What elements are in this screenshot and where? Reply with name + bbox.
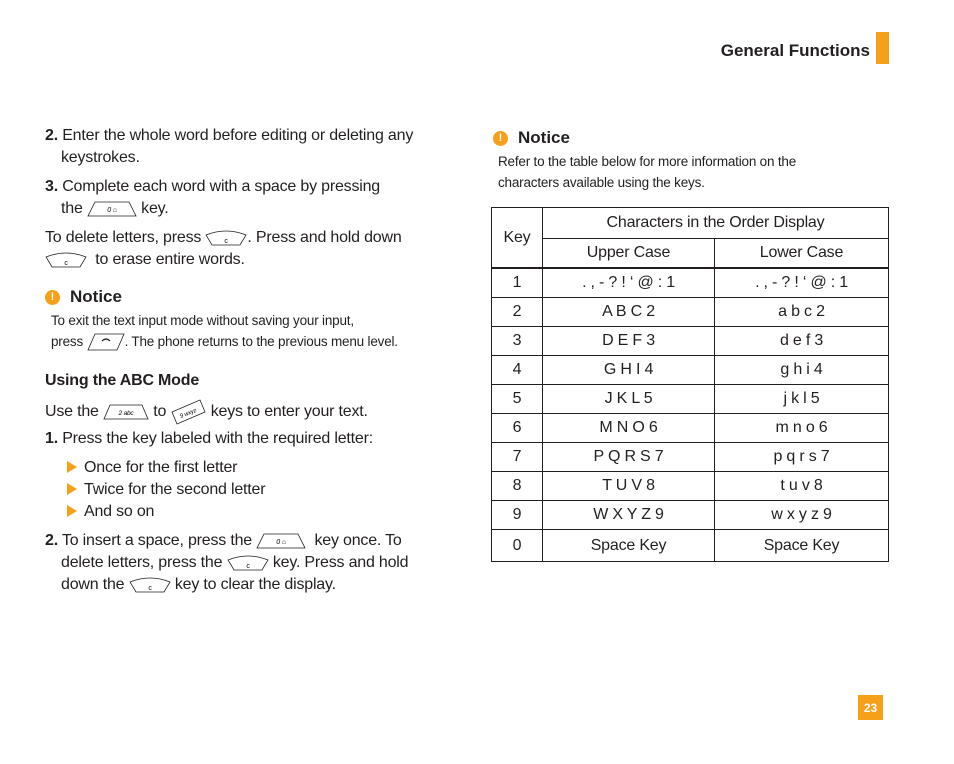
table-row [492, 385, 889, 414]
notice-text: press [51, 334, 84, 349]
page-header-title: General Functions [720, 41, 870, 60]
cell-key: 0 [492, 530, 543, 562]
cell-upper: A B C 2 [543, 298, 715, 327]
abc-mode-heading: Using the ABC Mode [45, 372, 200, 389]
cell-upper: M N O 6 [543, 414, 715, 443]
intro-text: Use the [45, 403, 99, 421]
cell-key: 9 [492, 501, 543, 530]
step-3-space [45, 176, 445, 220]
bullet-list [67, 457, 265, 523]
table-row [492, 443, 889, 472]
nine-key-icon [170, 399, 206, 425]
cell-upper: Space Key [543, 530, 715, 562]
table-row [492, 501, 889, 530]
step-text: down the [61, 576, 125, 593]
cell-upper: . , - ? ! ‘ @ : 1 [543, 268, 715, 298]
cell-lower: a b c 2 [715, 298, 889, 327]
svg-text:c: c [64, 259, 68, 267]
step-text: the [61, 200, 83, 217]
notice-label: Notice [518, 128, 570, 147]
svg-text:c: c [245, 562, 250, 570]
zero-key-icon [256, 533, 306, 549]
step-text: key. [141, 200, 169, 217]
list-item: And so on [67, 501, 265, 523]
delete-instructions [45, 227, 445, 271]
arrow-bullet-icon [67, 483, 77, 495]
cell-lower: t u v 8 [715, 472, 889, 501]
table-row [492, 298, 889, 327]
clear-key-icon [227, 555, 269, 571]
step-text: To insert a space, press the [61, 532, 252, 549]
notice-heading-right [493, 128, 570, 148]
intro-text: keys to enter your text. [210, 403, 368, 421]
cell-lower: . , - ? ! ‘ @ : 1 [715, 268, 889, 298]
character-table [491, 207, 889, 562]
table-row [492, 356, 889, 385]
header-lower-case: Lower Case [715, 239, 889, 269]
arrow-bullet-icon [67, 461, 77, 473]
clear-key-icon [129, 577, 171, 593]
step-text: Enter the whole word before editing or deleting any [62, 127, 414, 144]
svg-text:c: c [224, 237, 229, 245]
clear-key-icon [205, 230, 247, 246]
list-item: Twice for the second letter [67, 479, 265, 501]
cell-lower: g h i 4 [715, 356, 889, 385]
step-text: Complete each word with a space by pressing [62, 178, 380, 195]
step-text: key once. To [314, 532, 402, 549]
notice-text-right [498, 151, 888, 193]
delete-text: To delete letters, press [45, 229, 202, 246]
svg-text:0 ⌂: 0 ⌂ [276, 538, 286, 546]
list-item: Once for the first letter [67, 457, 265, 479]
cell-key: 2 [492, 298, 543, 327]
table-row [492, 472, 889, 501]
notice-text: characters available using the keys. [498, 175, 705, 190]
notice-label: Notice [70, 287, 122, 306]
header-key: Key [492, 208, 543, 269]
clear-key-icon [45, 252, 87, 268]
cell-upper: W X Y Z 9 [543, 501, 715, 530]
step-number: 2. [45, 532, 58, 549]
cell-upper: D E F 3 [543, 327, 715, 356]
step-text: keystrokes. [61, 149, 140, 166]
svg-text:9 wxyz: 9 wxyz [179, 407, 198, 420]
cell-upper: P Q R S 7 [543, 443, 715, 472]
notice-text: Refer to the table below for more information on the [498, 154, 797, 169]
step-2-insert-space [45, 530, 445, 596]
step-text: Press the key labeled with the required letter: [62, 430, 373, 447]
zero-key-icon [87, 201, 137, 217]
table-row [492, 414, 889, 443]
table-row [492, 268, 889, 298]
end-key-icon [87, 333, 125, 351]
table-row [492, 530, 889, 562]
delete-text: to erase entire words. [95, 251, 245, 268]
step-text: key to clear the display. [174, 576, 336, 593]
cell-lower: Space Key [715, 530, 889, 562]
two-key-icon [103, 404, 149, 420]
arrow-bullet-icon [67, 505, 77, 517]
exclamation-icon: ! [493, 131, 508, 146]
step-text: key. Press and hold [272, 554, 409, 571]
cell-key: 5 [492, 385, 543, 414]
svg-text:0 ⌂: 0 ⌂ [107, 206, 117, 214]
cell-lower: m n o 6 [715, 414, 889, 443]
notice-text: To exit the text input mode without saving your input, [51, 313, 354, 328]
page-number: 23 [858, 695, 883, 720]
header-accent-bar [876, 32, 889, 64]
cell-key: 8 [492, 472, 543, 501]
step-1-press [45, 428, 373, 450]
cell-lower: j k l 5 [715, 385, 889, 414]
cell-lower: p q r s 7 [715, 443, 889, 472]
header-upper-case: Upper Case [543, 239, 715, 269]
step-number: 1. [45, 430, 58, 447]
svg-text:2 abc: 2 abc [118, 410, 134, 417]
svg-text:c: c [147, 584, 152, 592]
exclamation-icon: ! [45, 290, 60, 305]
abc-mode-intro [45, 399, 445, 425]
notice-text: . The phone returns to the previous menu level. [124, 334, 398, 349]
cell-key: 4 [492, 356, 543, 385]
cell-upper: T U V 8 [543, 472, 715, 501]
table-row [492, 327, 889, 356]
step-number: 3. [45, 178, 58, 195]
cell-key: 3 [492, 327, 543, 356]
intro-text: to [153, 403, 167, 421]
header-characters: Characters in the Order Display [543, 208, 889, 239]
cell-key: 1 [492, 268, 543, 298]
step-text: delete letters, press the [61, 554, 223, 571]
delete-text: . Press and hold down [247, 229, 402, 246]
cell-key: 6 [492, 414, 543, 443]
cell-lower: w x y z 9 [715, 501, 889, 530]
cell-upper: J K L 5 [543, 385, 715, 414]
cell-lower: d e f 3 [715, 327, 889, 356]
cell-upper: G H I 4 [543, 356, 715, 385]
notice-heading-left [45, 287, 122, 307]
step-number: 2. [45, 127, 58, 144]
step-2-edit [45, 125, 445, 169]
notice-text-left [51, 310, 451, 352]
cell-key: 7 [492, 443, 543, 472]
